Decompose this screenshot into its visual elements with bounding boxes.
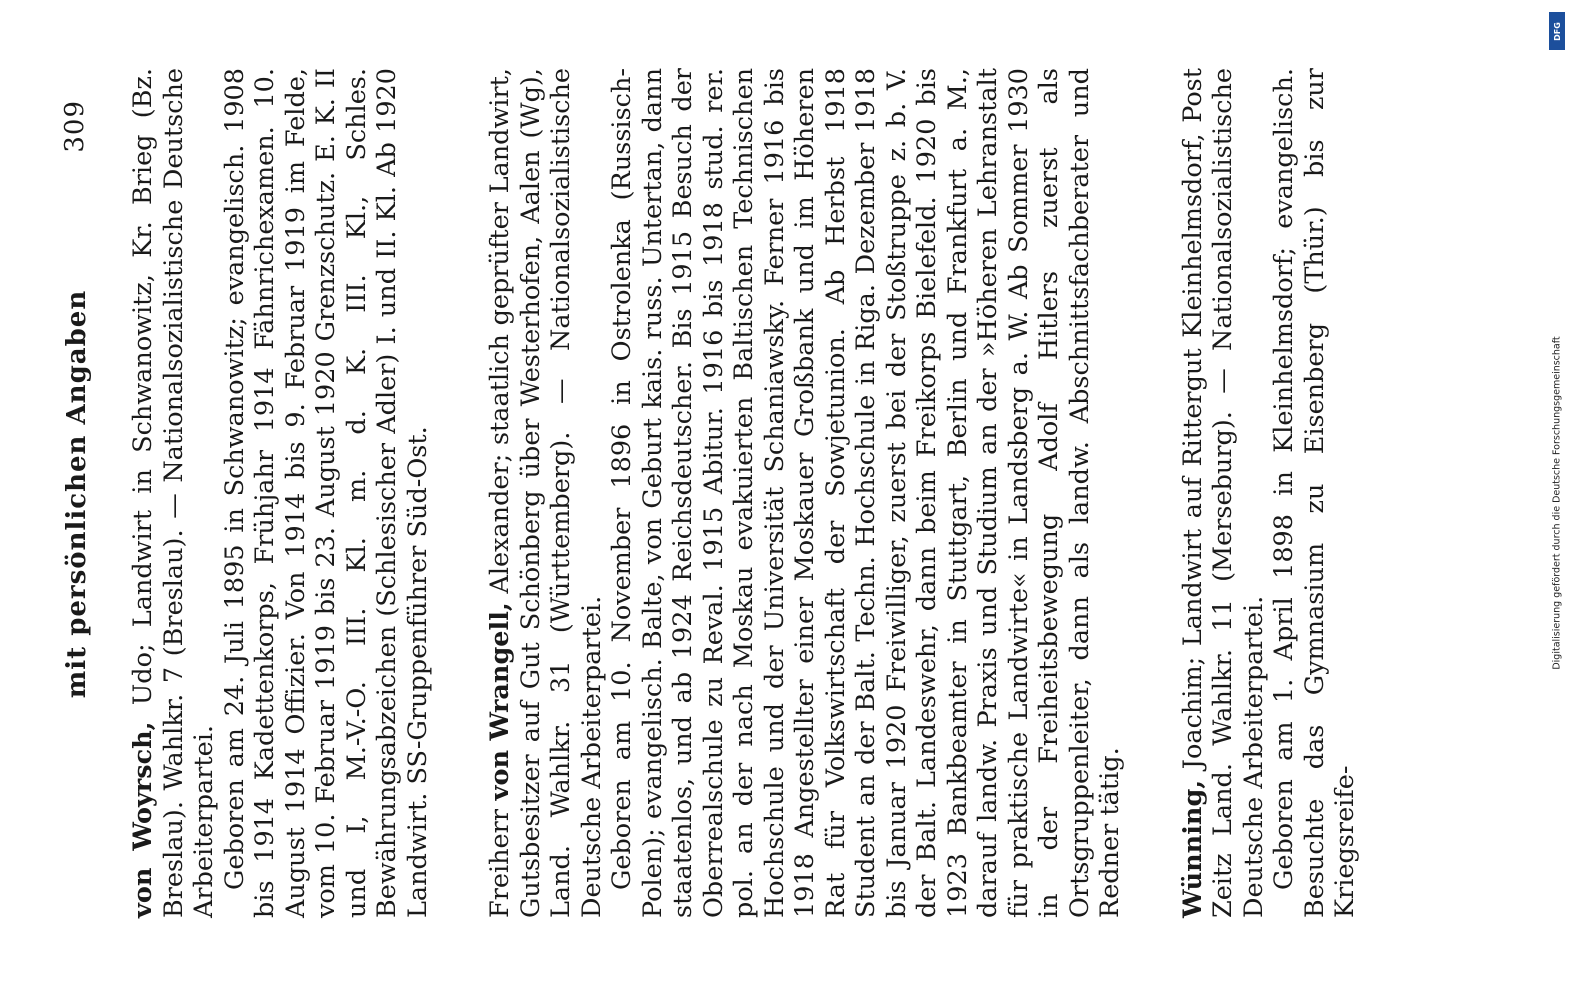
page-number: 309 <box>60 100 90 153</box>
entry-heading <box>1178 68 1270 918</box>
running-title: mit persönlichen Angaben <box>62 289 92 699</box>
entry-intro: Alexander; staatlich geprüfter Landwirt, Gutsbesitzer auf Gut Schönberg über Westerhofen, Aalen (Wg), Land. Wahlkr. 31 (Württemberg). — Nationalsozialistische Deutsche Arbeiterpartei. <box>485 68 607 918</box>
dfg-logo: DFG <box>1549 12 1565 50</box>
entry-body: Geboren am 10. November 1896 in Ostrolenka (Russisch-Polen); evangelisch. Balte, von Geburt kais. russ. Untertan, dann staatenlos, und ab 1924 Reichsdeutscher. Bis 1915 Besuch der Oberrealschule zu Reval. 1915 Abitur. 1916 bis 1918 stud. rer. pol. an der nach Moskau evakuierten Baltischen Technischen Hochschule und der Universität Schaniawsky. Ferner 1916 bis 1918 Angestellter einer Moskauer Großbank und im Höheren Rat für Volkswirtschaft der Sowjetunion. Ab Herbst 1918 Student an der Balt. Techn. Hochschule in Riga. Dezember 1918 bis Januar 1920 Freiwilliger, zuerst bei der Stoßtruppe z. b. V. der Balt. Landeswehr, dann beim Freikorps Bielefeld. 1920 bis 1923 Bankbeamter in Stuttgart, Berlin und Frankfurt a. M., darauf landw. Praxis und Studium an der »Höheren Lehranstalt für praktische Landwirte« in Landsberg a. W. Ab Sommer 1930 in der Freiheitsbewegung Adolf Hitlers zuerst als Ortsgruppenleiter, dann als landw. Abschnittsfachberater und Redner tätig. <box>607 68 1125 918</box>
entry-body: Geboren am 1. April 1898 in Kleinhelmsdorf; evangelisch. Besuchte das Gymnasium zu Eisenberg (Thür.) bis zur Kriegsreife- <box>1269 68 1360 918</box>
entry-prefix: Freiherr <box>485 800 515 918</box>
entry-heading <box>485 68 607 918</box>
credit-text: Digitalisierung gefördert durch die Deutsche Forschungsgemeinschaft <box>1551 335 1563 670</box>
entry-intro: Udo; Landwirt in Schwanowitz, Kr. Brieg (Bz. Breslau). Wahlkr. 7 (Breslau). — Nationalsozialistische Deutsche Arbeiterpartei. <box>128 68 219 918</box>
entry-von-woyrsch <box>128 68 433 918</box>
entry-body: Geboren am 24. Juli 1895 in Schwanowitz; evangelisch. 1908 bis 1914 Kadettenkorps, Frühjahr 1914 Fähnrichexamen. 10. August 1914 Offizier. Von 1914 bis 9. Februar 1919 im Felde, vom 10. Februar 1919 bis 23. August 1920 Grenzschutz. E. K. II und I, M.-V.-O. III. Kl. m. d. K. III. Kl., Schles. Bewährungsabzeichen (Schlesischer Adler) I. und II. Kl. Ab 1920 Landwirt. SS-Gruppenführer Süd-Ost. <box>219 68 433 918</box>
entry-wuenning <box>1178 68 1361 918</box>
entry-von-wrangell <box>485 68 1126 918</box>
entry-name: von Wrangell, <box>485 602 515 801</box>
digitization-credit <box>1547 10 1567 995</box>
entry-intro: Joachim; Landwirt auf Rittergut Kleinhelmsdorf, Post Zeitz Land. Wahlkr. 11 (Merseburg). — Nationalsozialistische Deutsche Arbeiterpartei. <box>1177 68 1269 918</box>
entry-heading <box>128 68 220 918</box>
entry-name: von Woyrsch, <box>128 721 158 918</box>
page-header <box>50 70 110 918</box>
entry-name: Wünning, <box>1177 779 1208 918</box>
